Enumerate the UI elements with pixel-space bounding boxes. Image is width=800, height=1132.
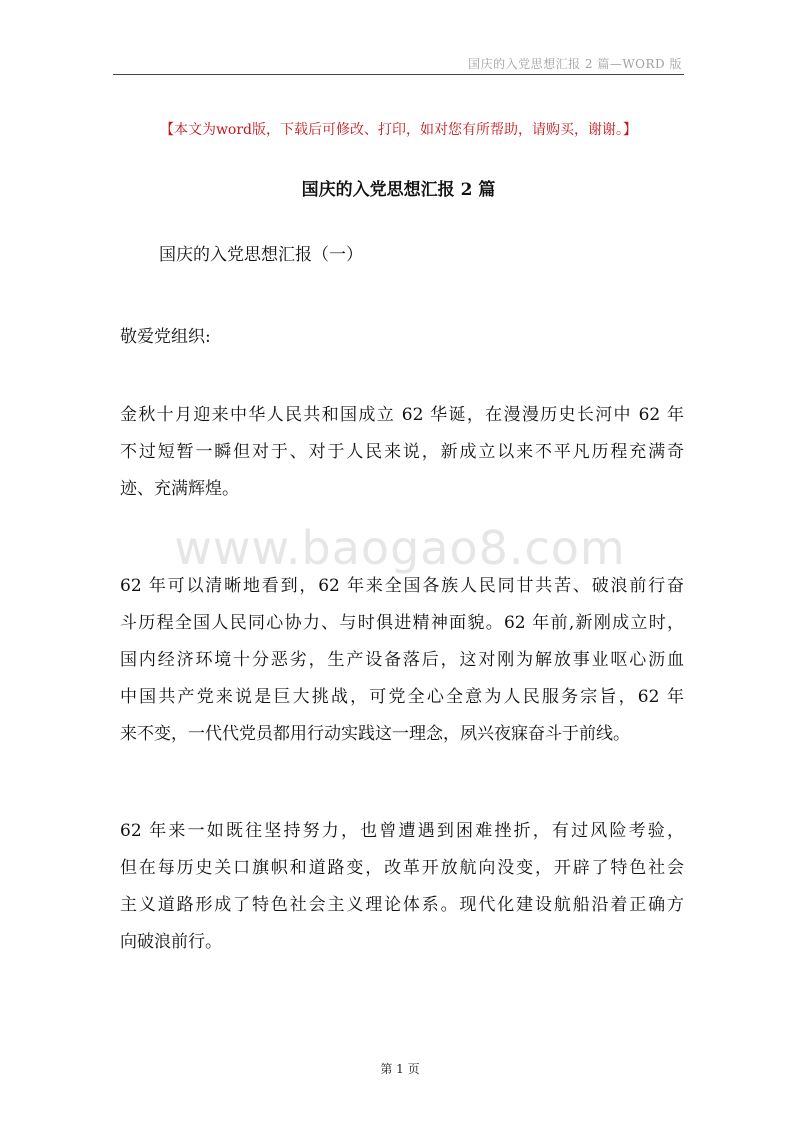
document-title: 国庆的入党思想汇报 2 篇: [301, 180, 496, 200]
header-divider: [113, 74, 684, 75]
salutation: 敬爱党组织:: [120, 327, 211, 347]
paragraph-line: 金秋十月迎来中华人民共和国成立 62 华诞，在漫漫历史长河中 62 年: [120, 405, 684, 425]
paragraph-line: 62 年可以清晰地看到，62 年来全国各族人民同甘共苦、破浪前行奋: [120, 576, 684, 596]
running-header: 国庆的入党思想汇报 2 篇—WORD 版: [468, 57, 682, 71]
purchase-notice: 【本文为word版，下载后可修改、打印，如对您有所帮助，请购买，谢谢。】: [159, 122, 638, 138]
page-number: 第 1 页: [380, 1062, 420, 1076]
paragraph-line: 62 年来一如既往坚持努力，也曾遭遇到困难挫折，有过风险考验，: [120, 821, 684, 841]
paragraph-line: 不过短暂一瞬但对于、对于人民来说，新成立以来不平凡历程充满奇: [120, 442, 684, 462]
paragraph-line: 来不变，一代代党员都用行动实践这一理念，夙兴夜寐奋斗于前线。: [120, 724, 630, 744]
paragraph-line: 主义道路形成了特色社会主义理论体系。现代化建设航船沿着正确方: [120, 895, 684, 915]
paragraph-2: [120, 568, 684, 753]
paragraph-line: 国内经济环境十分恶劣，生产设备落后，这对刚为解放事业呕心沥血: [120, 650, 684, 670]
watermark: www.baogao8.com: [174, 521, 626, 575]
paragraph-line: 但在每历史关口旗帜和道路变，改革开放航向没变，开辟了特色社会: [120, 858, 684, 878]
paragraph-1: [120, 397, 684, 508]
paragraph-line: 迹、充满辉煌。: [120, 479, 239, 499]
paragraph-line: 中国共产党来说是巨大挑战，可党全心全意为人民服务宗旨，62 年: [120, 687, 684, 707]
paragraph-3: [120, 813, 684, 961]
section-subtitle: 国庆的入党思想汇报（一）: [159, 245, 363, 265]
paragraph-line: 斗历程全国人民同心协力、与时俱进精神面貌。62 年前,新刚成立时，: [120, 613, 684, 633]
paragraph-line: 向破浪前行。: [120, 932, 222, 952]
